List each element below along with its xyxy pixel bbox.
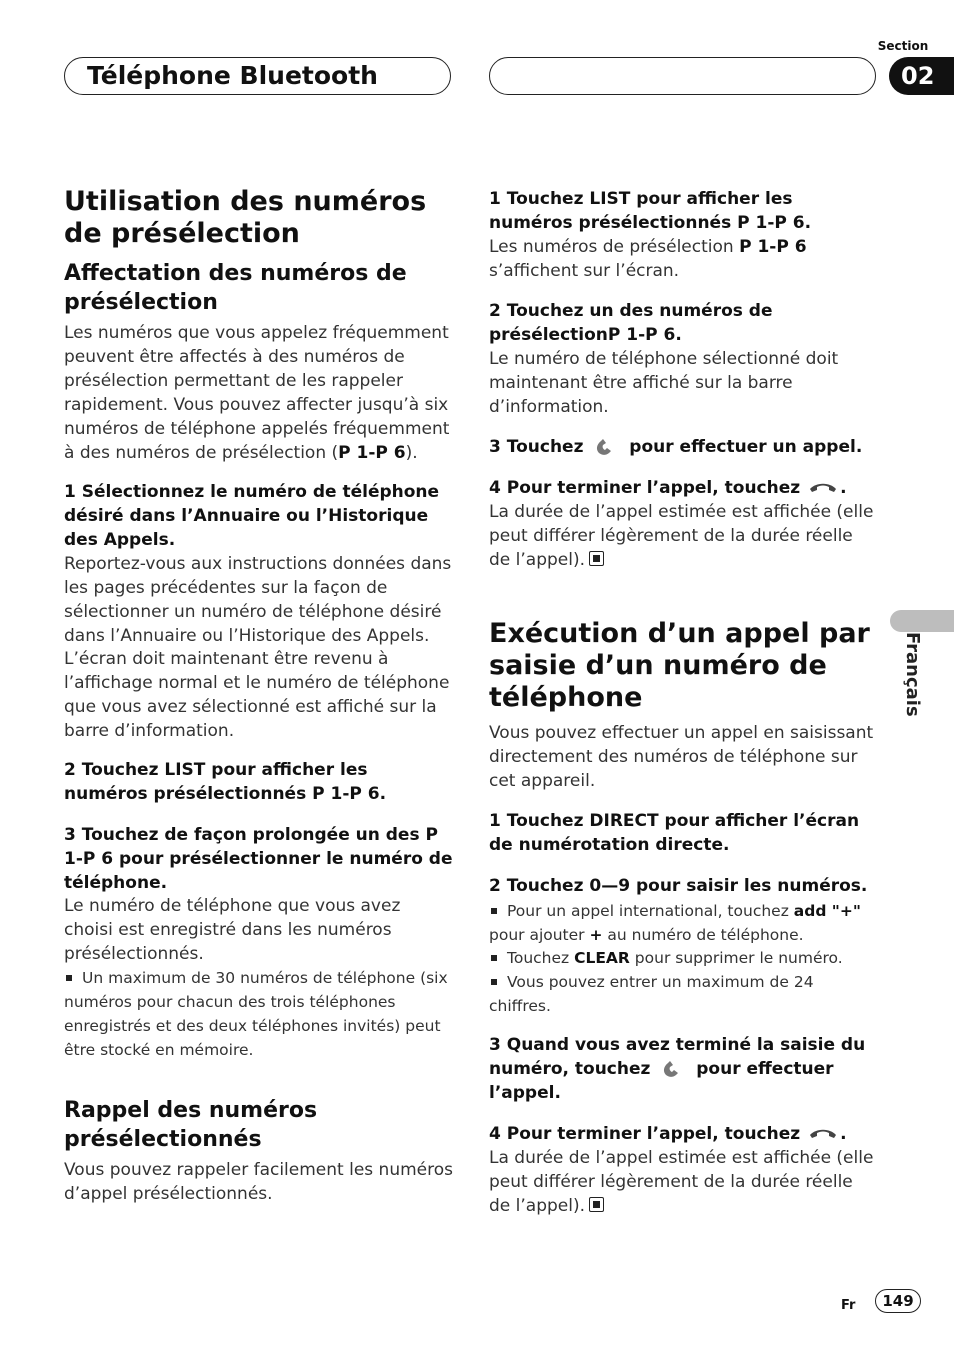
bullet-square-icon [66, 975, 72, 981]
language-tab [890, 610, 954, 632]
header-blank-pill [489, 57, 876, 95]
assign-step-3-body: Le numéro de téléphone que vous avez choisi est enregistré dans les numéros présélectionnés. [64, 896, 401, 964]
section-badge [889, 57, 954, 95]
direct-step-3: 3 Quand vous avez terminé la saisie du numéro, touchez pour effectuer l’appel. [489, 1035, 866, 1103]
recall-step-3: 3 Touchez pour effectuer un appel. [489, 437, 863, 457]
subheading-assign-presets: Affectation des numéros de présélection [64, 261, 407, 315]
direct-step-1: 1 Touchez DIRECT pour afficher l’écran de numérotation directe. [489, 811, 860, 855]
section-number: 02 [901, 62, 935, 90]
section-label: Section [877, 39, 929, 53]
subheading-recall-presets: Rappel des numéros présélectionnés [64, 1098, 318, 1152]
assign-step-1: 1 Sélectionnez le numéro de téléphone désiré dans l’Annuaire ou l’Historique des Appels. [64, 482, 440, 550]
assign-step-3-note: Un maximum de 30 numéros de téléphone (six numéros pour chacun des trois téléphones enregistrés et des deux téléphones invités) peut être stocké en mémoire. [64, 969, 448, 1059]
direct-note-3: Vous pouvez entrer un maximum de 24 chiffres. [489, 973, 814, 1015]
language-label: Français [902, 632, 923, 717]
phone-call-icon [593, 436, 619, 456]
end-mark-icon [589, 1197, 604, 1212]
assign-step-1-body-2: L’écran doit maintenant être revenu à l’affichage normal et le numéro de téléphone que vous avez sélectionné est affiché sur la barre d’information. [64, 649, 450, 741]
recall-step-4: 4 Pour terminer l’appel, touchez . [489, 478, 847, 498]
assign-step-1-body: Reportez-vous aux instructions données dans les pages précédentes sur la façon de sélectionner un numéro de téléphone désiré dans l’Annuaire ou l’Historique des Appels. [64, 554, 452, 646]
phone-call-icon [660, 1058, 686, 1078]
recall-body: Vous pouvez rappeler facilement les numéros d’appel présélectionnés. [64, 1160, 453, 1204]
recall-step-2-body: Le numéro de téléphone sélectionné doit maintenant être affiché sur la barre d’information. [489, 349, 839, 417]
recall-step-1: 1 Touchez LIST pour afficher les numéros présélectionnés P 1-P 6. [489, 189, 812, 233]
assign-step-3: 3 Touchez de façon prolongée un des P 1-P 6 pour présélectionner le numéro de téléphone. [64, 825, 453, 893]
section-heading-direct-dial: Exécution d’un appel par saisie d’un numéro de téléphone [489, 618, 870, 713]
recall-step-2: 2 Touchez un des numéros de présélectionP 1-P 6. [489, 301, 773, 345]
direct-step-4: 4 Pour terminer l’appel, touchez . [489, 1124, 847, 1144]
direct-step-4-body: La durée de l’appel estimée est affichée (elle peut différer légèrement de la durée réelle de l’appel). [489, 1148, 874, 1216]
bullet-square-icon [491, 908, 497, 914]
assign-step-2: 2 Touchez LIST pour afficher les numéros présélectionnés P 1-P 6. [64, 760, 387, 804]
phone-hangup-icon [808, 1126, 838, 1140]
chapter-title-pill [64, 57, 451, 95]
chapter-title: Téléphone Bluetooth [87, 61, 378, 90]
bullet-square-icon [491, 955, 497, 961]
bullet-square-icon [491, 979, 497, 985]
direct-note-2: Touchez CLEAR pour supprimer le numéro. [489, 946, 879, 970]
recall-step-4-body: La durée de l’appel estimée est affichée (elle peut différer légèrement de la durée réelle de l’appel). [489, 502, 874, 570]
assign-intro: Les numéros que vous appelez fréquemment peuvent être affectés à des numéros de présélection permettant de les rappeler rapidement. Vous pouvez affecter jusqu’à six numéros de téléphone appelés fréquemment à des numéros de présélection (P 1-P 6). [64, 323, 450, 463]
footer-language-code: Fr [841, 1298, 856, 1313]
direct-note-1: Pour un appel international, touchez add "+" pour ajouter + au numéro de téléphone. [489, 902, 861, 944]
direct-step-2: 2 Touchez 0—9 pour saisir les numéros. [489, 876, 868, 896]
section-heading-presets: Utilisation des numéros de présélection [64, 186, 427, 249]
page-number: 149 [875, 1289, 921, 1313]
end-mark-icon [589, 551, 604, 566]
recall-step-1-body: Les numéros de présélection P 1-P 6 s’affichent sur l’écran. [489, 237, 807, 281]
direct-dial-intro: Vous pouvez effectuer un appel en saisissant directement des numéros de téléphone sur cet appareil. [489, 723, 874, 791]
phone-hangup-icon [808, 480, 838, 494]
